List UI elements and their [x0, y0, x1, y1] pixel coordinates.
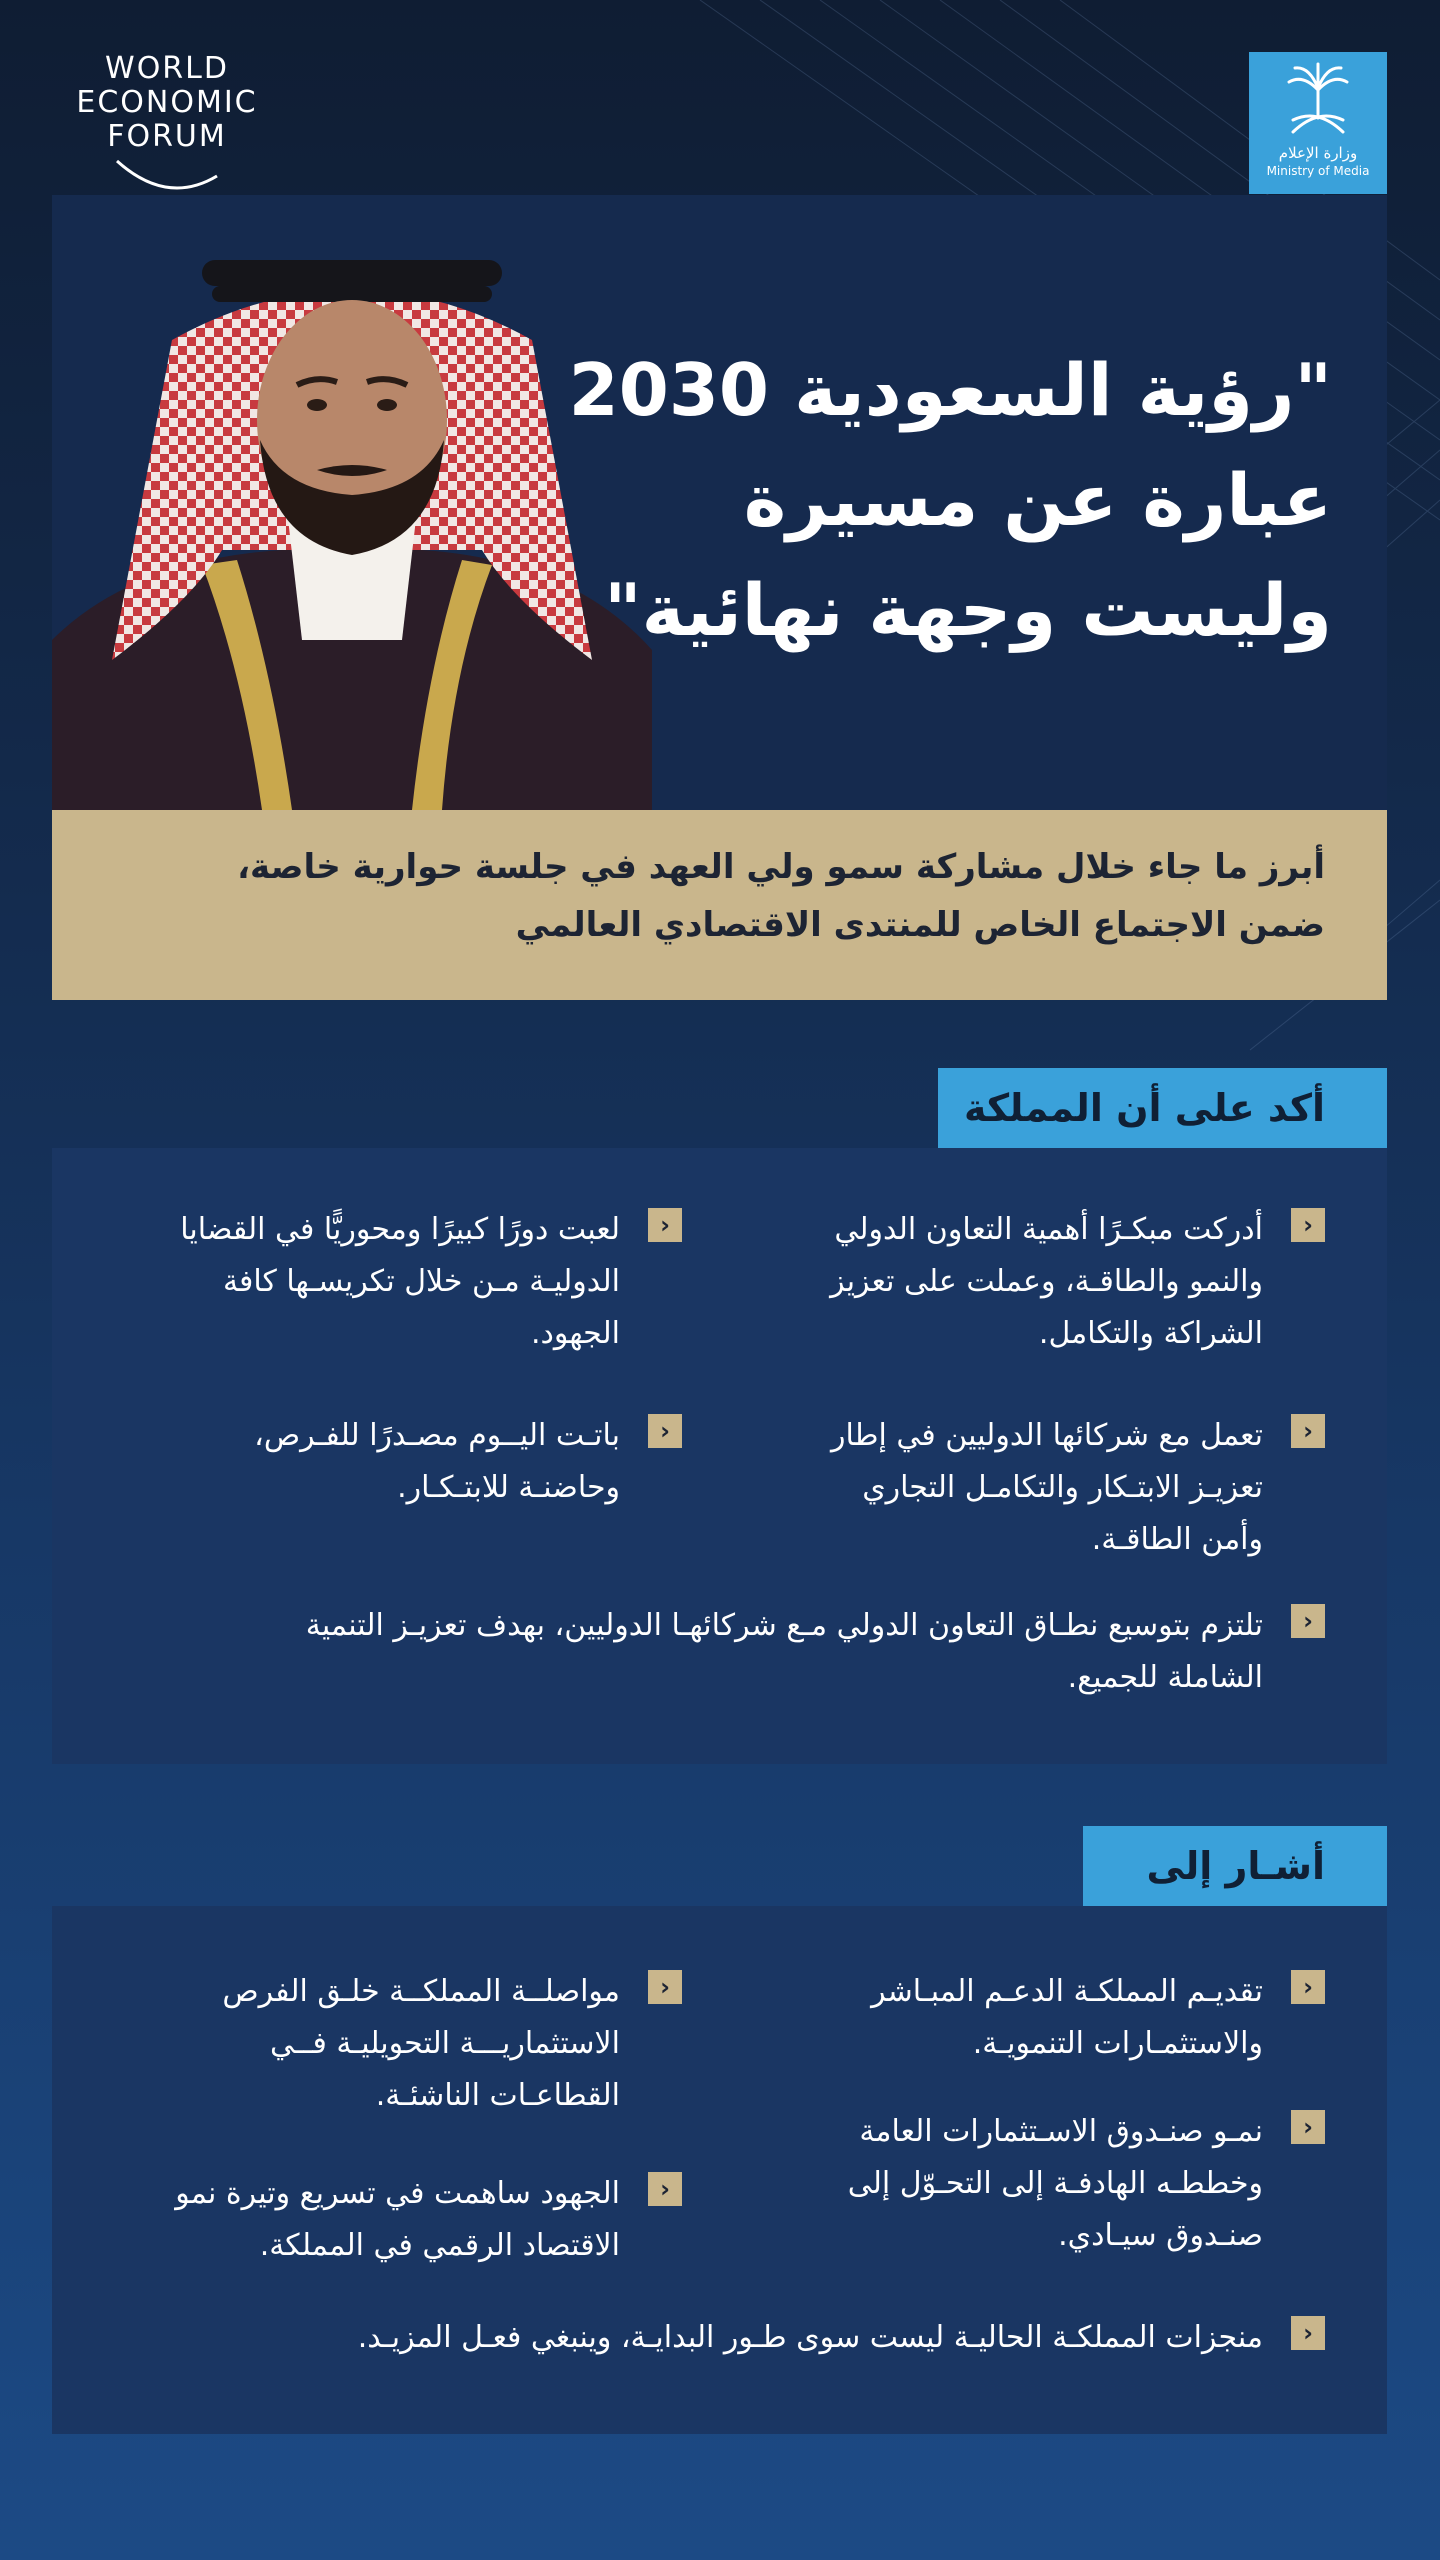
- hero-quote-line-3: وليست وجهة نهائية": [604, 568, 1332, 652]
- section-2-header: [1083, 1826, 1387, 1906]
- section-2-item-2-line-3: القطاعـات الناشئـة.: [375, 2078, 620, 2113]
- section-2-item-1-line-2: والاستثمـارات التنمويـة.: [972, 2026, 1263, 2061]
- intro-banner: [52, 810, 1387, 1000]
- section-2-item-1-line-1: تقديـم المملكـة الدعـم المبـاشر: [871, 1974, 1263, 2009]
- section-2-item-5: [85, 2312, 1325, 2372]
- section-1-item-4-line-1: باتـت اليــوم مصـدرًا للفـرص،: [254, 1418, 620, 1453]
- chevron-left-icon: ‹: [1291, 1604, 1325, 1638]
- portrait-photo: [52, 220, 652, 810]
- section-1-item-3-line-2: تعزيـز الابتـكار والتكامـل التجاري: [862, 1470, 1263, 1505]
- section-2-item-3-line-2: وخططـه الهادفـة إلى التحـوّل إلى: [847, 2166, 1263, 2201]
- section-1-item-5-line-2: الشاملة للجميع.: [1067, 1660, 1263, 1695]
- wef-arc-icon: [112, 156, 222, 196]
- ministry-logo-arabic: وزارة الإعلام: [1278, 144, 1358, 162]
- section-1-item-3-line-3: وأمن الطاقـة.: [1091, 1522, 1263, 1557]
- section-2-item-3-line-3: صنـدوق سيـادي.: [1058, 2218, 1263, 2253]
- chevron-left-icon: ‹: [648, 1208, 682, 1242]
- wef-logo-line-3: FORUM: [107, 119, 227, 154]
- section-1-item-2-line-1: لعبت دورًا كبيرًا ومحوريًّا في القضايا: [180, 1212, 620, 1247]
- palm-swords-emblem-icon: [1283, 60, 1353, 140]
- section-1-item-4-line-2: وحاضنـة للابتـكـار.: [397, 1470, 620, 1505]
- section-1-item-5: [85, 1600, 1325, 1710]
- section-2-item-2-line-2: الاستثماريـــة التحويليـة فــي: [269, 2026, 620, 2061]
- section-2-item-2-line-1: مواصلــة المملكــة خلـق الفرص: [222, 1974, 620, 2009]
- section-1-item-5-line-1: تلتزم بتوسيع نطـاق التعاون الدولي مـع شركائهـا الدوليين، بهدف تعزيـز التنمية: [305, 1608, 1263, 1643]
- section-2-panel: [52, 1906, 1387, 2434]
- chevron-left-icon: ‹: [648, 2172, 682, 2206]
- section-1-item-1: [725, 1204, 1325, 1364]
- section-2-item-5-line-1: منجزات المملكـة الحاليـة ليست سوى طـور البدايـة، وينبغي فعـل المزيـد.: [357, 2320, 1263, 2355]
- section-1-item-1-line-3: الشراكة والتكامل.: [1038, 1316, 1263, 1351]
- section-2-item-4: [82, 2168, 682, 2278]
- section-2-item-2: [82, 1966, 682, 2126]
- section-1-item-1-line-2: والنمو والطاقـة، وعملت على تعزيز: [830, 1264, 1263, 1299]
- section-1-item-2: [82, 1204, 682, 1364]
- ministry-logo-english: Ministry of Media: [1266, 164, 1370, 178]
- section-1-item-4: [82, 1410, 682, 1520]
- chevron-left-icon: ‹: [648, 1970, 682, 2004]
- wef-logo-line-2: ECONOMIC: [76, 85, 258, 120]
- wef-logo: [52, 52, 282, 202]
- section-1-item-2-line-3: الجهود.: [530, 1316, 620, 1351]
- section-2-item-4-line-2: الاقتصاد الرقمي في المملكة.: [259, 2228, 620, 2263]
- chevron-left-icon: ‹: [648, 1414, 682, 1448]
- section-2-item-1: [725, 1966, 1325, 2076]
- ministry-of-media-logo: [1249, 52, 1387, 194]
- hero-quote-line-1: "رؤية السعودية 2030: [568, 348, 1332, 432]
- section-1-item-2-line-2: الدوليـة مـن خلال تكريسـها كافة: [222, 1264, 620, 1299]
- hero-quote-line-2: عبارة عن مسيرة: [743, 458, 1332, 542]
- section-2-item-3: [725, 2106, 1325, 2266]
- hero-quote: [568, 335, 1332, 665]
- section-1-panel: [52, 1148, 1387, 1764]
- section-2-item-4-line-1: الجهود ساهمت في تسريع وتيرة نمو: [175, 2176, 620, 2211]
- chevron-left-icon: ‹: [1291, 2316, 1325, 2350]
- section-1-title: أكد على أن المملكة: [963, 1086, 1325, 1130]
- section-1-header: [938, 1068, 1387, 1148]
- section-1-item-3-line-1: تعمل مع شركائها الدوليين في إطار: [830, 1418, 1263, 1453]
- intro-line-1: أبرز ما جاء خلال مشاركة سمو ولي العهد في جلسة حوارية خاصة،: [237, 847, 1325, 887]
- hero-panel: [52, 195, 1387, 810]
- chevron-left-icon: ‹: [1291, 2110, 1325, 2144]
- section-2-item-3-line-1: نمـو صنـدوق الاسـتثمارات العامة: [859, 2114, 1263, 2149]
- section-2-title: أشـار إلى: [1146, 1844, 1325, 1888]
- chevron-left-icon: ‹: [1291, 1208, 1325, 1242]
- chevron-left-icon: ‹: [1291, 1414, 1325, 1448]
- chevron-left-icon: ‹: [1291, 1970, 1325, 2004]
- intro-line-2: ضمن الاجتماع الخاص للمنتدى الاقتصادي العالمي: [515, 905, 1325, 945]
- wef-logo-line-1: WORLD: [105, 51, 229, 86]
- section-1-item-3: [725, 1410, 1325, 1570]
- section-1-item-1-line-1: أدركت مبكـرًا أهمية التعاون الدولي: [834, 1212, 1263, 1247]
